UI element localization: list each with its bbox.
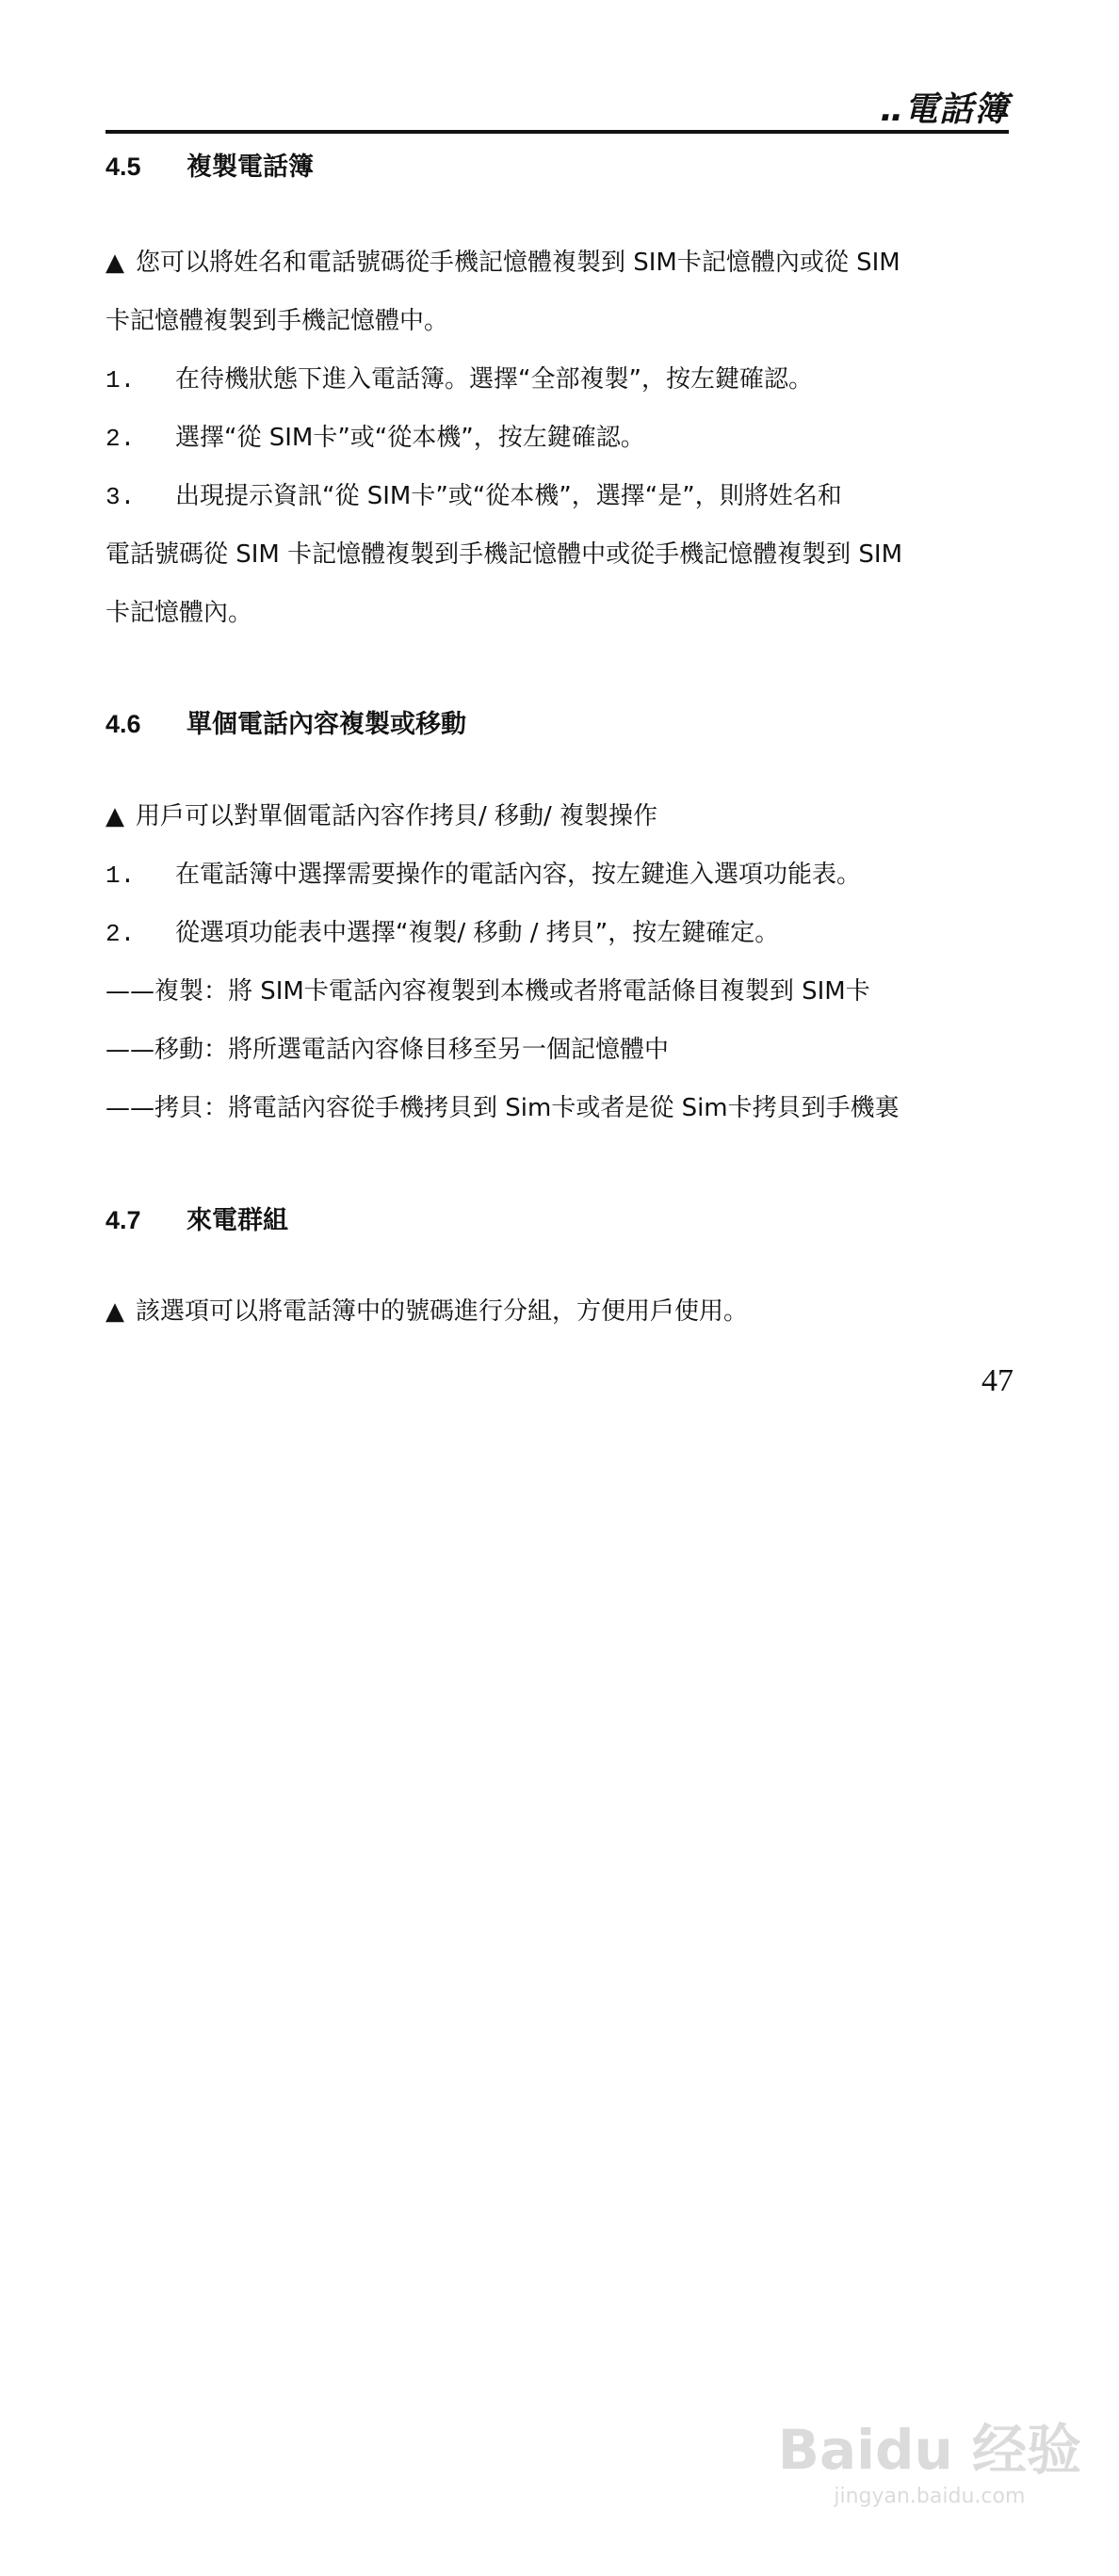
watermark-logo: Baidu 经验 (777, 2418, 1081, 2482)
paragraph-text: 您可以將姓名和電話號碼從手機記憶體複製到 SIM卡記憶體內或從 SIM (136, 249, 900, 277)
section-heading-4-7 (105, 1199, 288, 1236)
numbered-step (105, 467, 1014, 526)
step-number: 1. (105, 366, 136, 394)
bullet-paragraph (105, 233, 1014, 292)
step-number: 2. (105, 425, 136, 453)
step-text: 在電話簿中選擇需要操作的電話內容，按左鍵進入選項功能表。 (175, 861, 862, 889)
numbered-step (105, 845, 1014, 905)
bullet-paragraph (105, 1282, 1014, 1341)
paragraph-text: 用戶可以對單個電話內容作拷貝/ 移動/ 複製操作 (136, 802, 658, 830)
section-title: 單個電話內容複製或移動 (186, 710, 466, 739)
section-number: 4.7 (105, 1206, 141, 1234)
step-number: 2. (105, 920, 136, 948)
step-continuation: 卡記憶體內。 (105, 599, 253, 627)
header-rule (105, 130, 1009, 134)
step-text: 出現提示資訊“從 SIM卡”或“從本機”，選擇“是”，則將姓名和 (175, 482, 842, 510)
triangle-bullet-icon: ▲ (105, 249, 124, 277)
watermark-url: jingyan.baidu.com (834, 2485, 1026, 2508)
section-title: 複製電話簿 (186, 153, 314, 182)
dash-item: ——拷貝：將電話內容從手機拷貝到 Sim卡或者是從 Sim卡拷貝到手機裏 (105, 1094, 900, 1122)
running-header-title: ‥電話簿 (880, 90, 1009, 129)
triangle-bullet-icon: ▲ (105, 802, 124, 830)
dash-item: ——複製：將 SIM卡電話內容複製到本機或者將電話條目複製到 SIM卡 (105, 977, 870, 1006)
section-heading-4-5 (105, 146, 314, 183)
paragraph-continuation: 卡記憶體複製到手機記憶體中。 (105, 307, 449, 335)
numbered-step (105, 904, 1014, 963)
step-continuation: 電話號碼從 SIM 卡記憶體複製到手機記憶體中或從手機記憶體複製到 SIM (105, 540, 903, 569)
baidu-watermark (778, 2406, 1081, 2508)
step-text: 從選項功能表中選擇“複製/ 移動 / 拷貝”，按左鍵確定。 (175, 919, 780, 947)
step-text: 在待機狀態下進入電話簿。選擇“全部複製”，按左鍵確認。 (175, 365, 813, 394)
numbered-step (105, 409, 1014, 468)
step-number: 3. (105, 483, 136, 511)
page-number: 47 (981, 1363, 1014, 1398)
section-heading-4-6 (105, 703, 466, 740)
step-number: 1. (105, 861, 136, 890)
triangle-bullet-icon: ▲ (105, 1297, 124, 1326)
bullet-paragraph (105, 787, 1014, 845)
paragraph-text: 該選項可以將電話簿中的號碼進行分組，方便用戶使用。 (136, 1297, 749, 1326)
numbered-step (105, 350, 1014, 410)
step-text: 選擇“從 SIM卡”或“從本機”，按左鍵確認。 (175, 424, 645, 452)
section-number: 4.6 (105, 710, 141, 738)
section-number: 4.5 (105, 153, 141, 181)
section-title: 來電群組 (186, 1206, 288, 1235)
dash-item: ——移動：將所選電話內容條目移至另一個記憶體中 (105, 1036, 670, 1064)
